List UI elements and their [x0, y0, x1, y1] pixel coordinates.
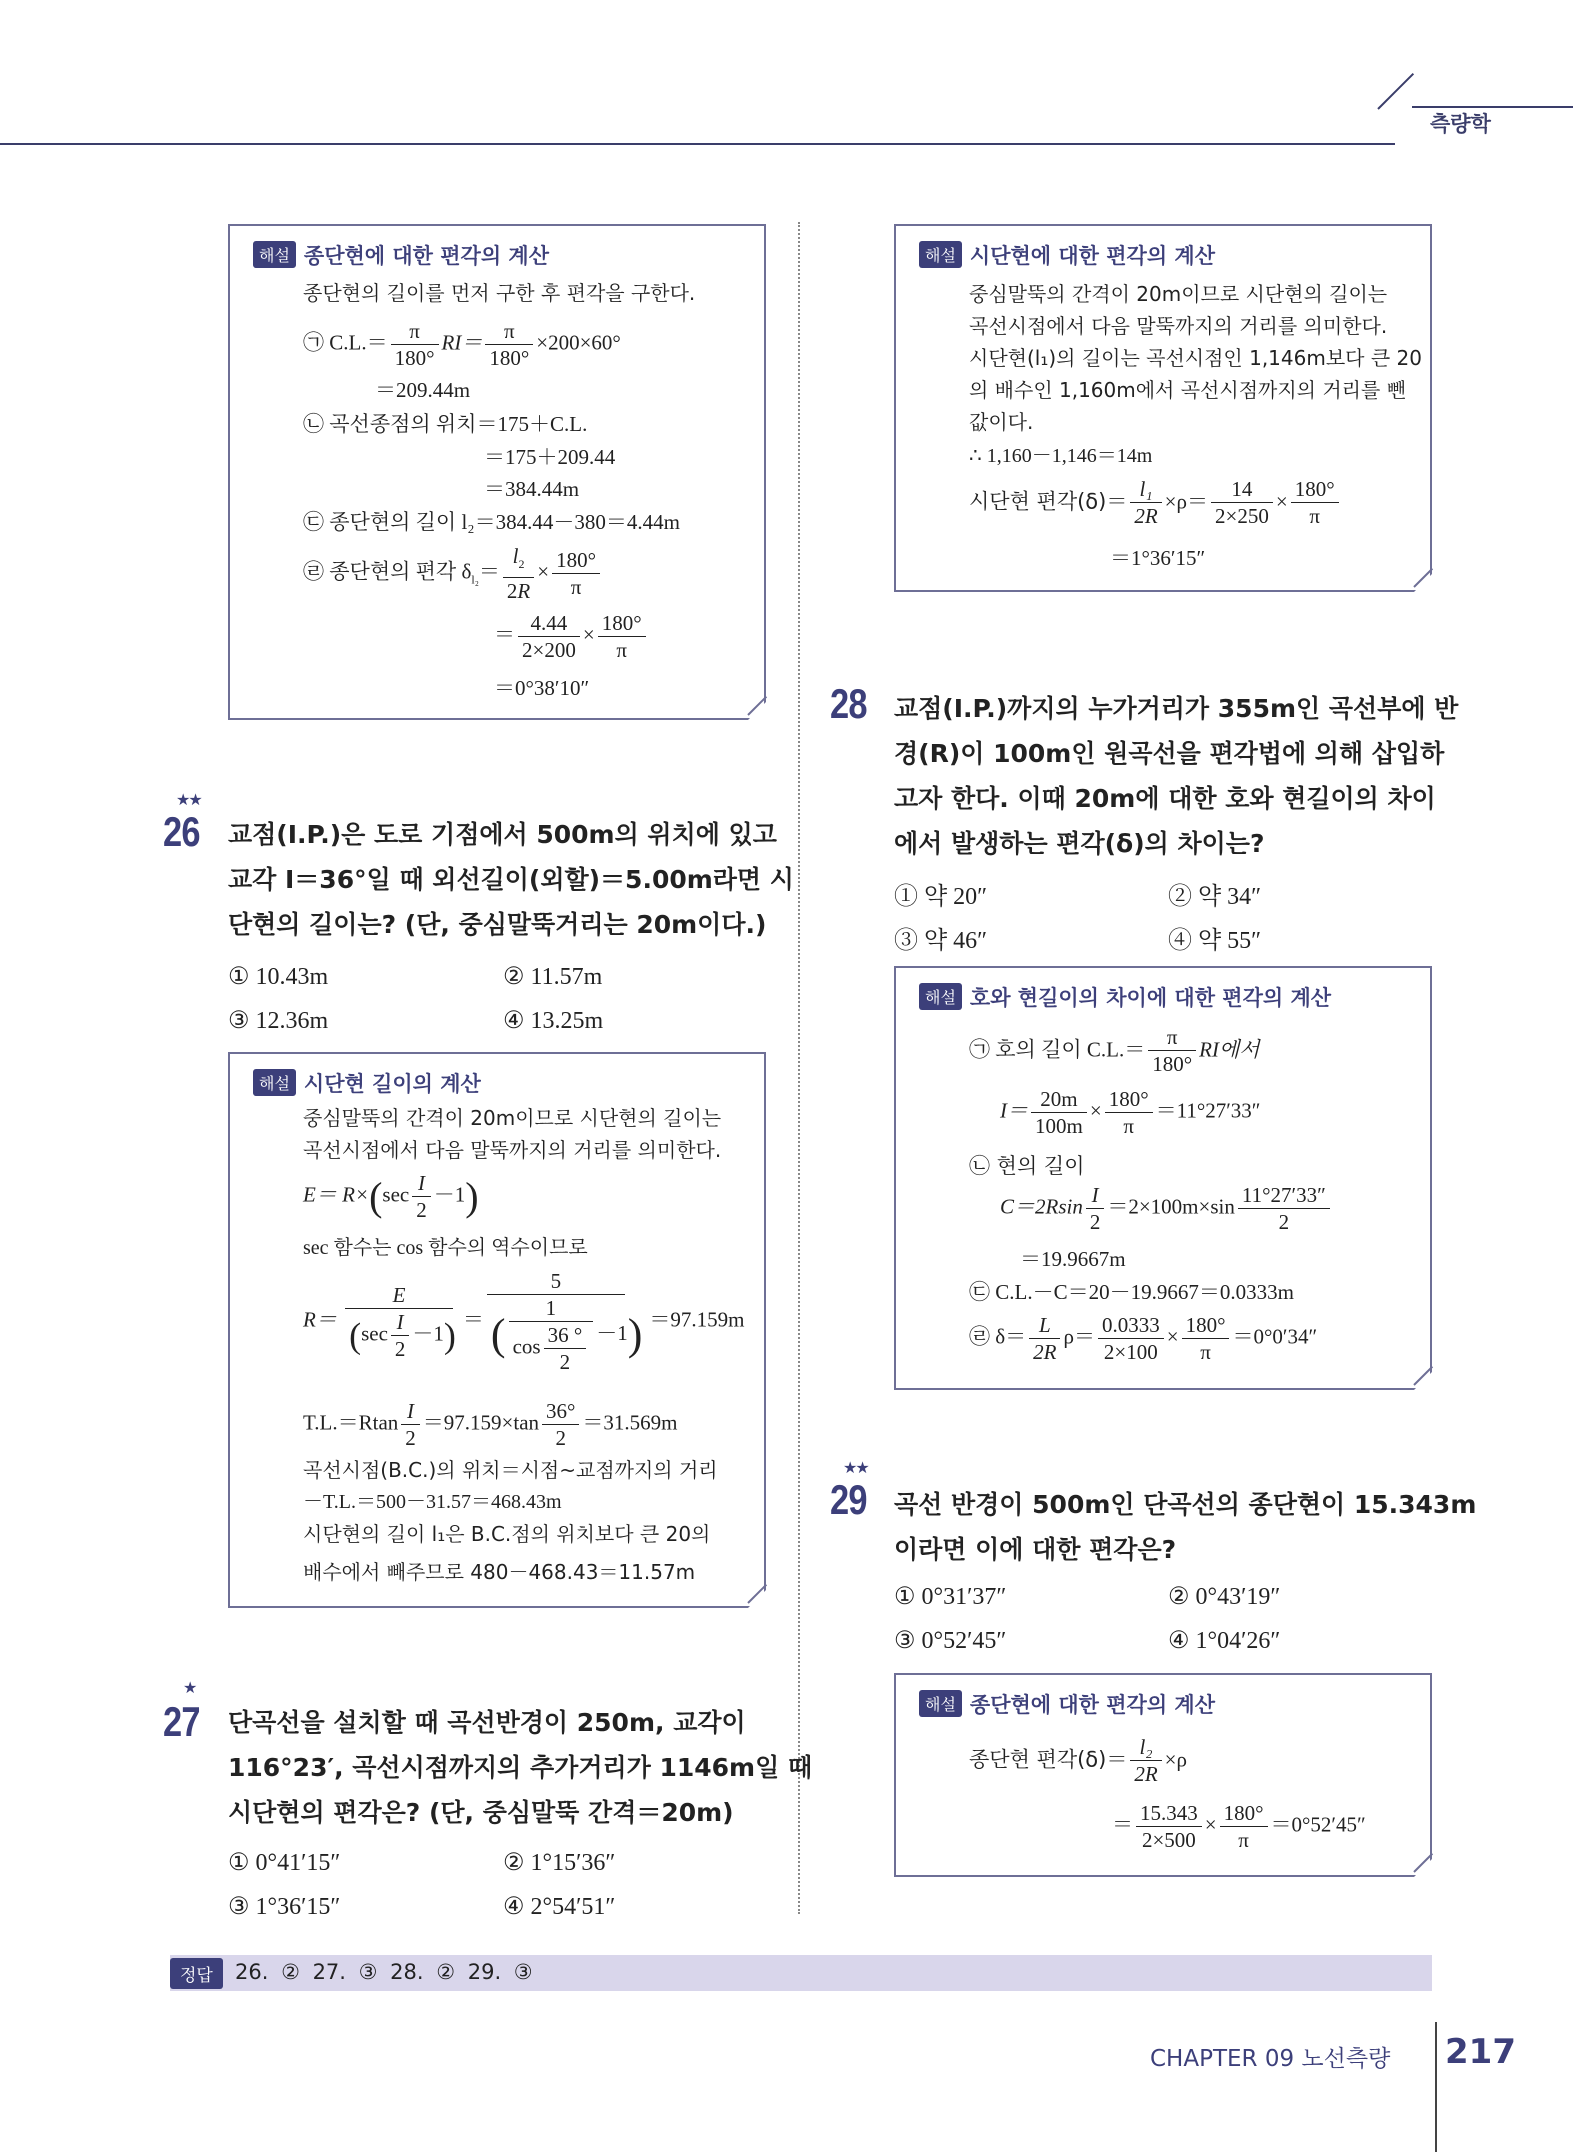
option[interactable]: ④ 13.25m: [503, 1008, 604, 1034]
option[interactable]: ③ 1°36′15″: [228, 1894, 341, 1920]
header-slant: [1377, 73, 1414, 110]
difficulty-stars: ★★: [843, 1458, 868, 1477]
solution-header: [919, 982, 1331, 1012]
solution-tag: 해설: [253, 1069, 296, 1096]
option[interactable]: ② 0°43′19″: [1168, 1584, 1281, 1610]
math-line: ㉢ 종단현의 길이 l₂＝384.44－380＝4.44m: [303, 510, 680, 534]
page-number: 217: [1445, 2032, 1516, 2072]
math-line: 시단현 편각(δ)＝ $\frac{\text{l₁}}{2R}$ ×ρ＝ $\frac{14}{2\times 250}$ × $\frac{180^\circ}{\pi}$: [969, 476, 1342, 529]
solution-tag: 해설: [919, 1690, 962, 1717]
solution-text: ∴ 1,160－1,146＝14m: [969, 445, 1153, 467]
solution-text: sec 함수는 cos 함수의 역수이므로: [303, 1237, 588, 1259]
option[interactable]: ① 0°41′15″: [228, 1850, 341, 1876]
math-line: I＝ $\frac{20m}{100m}$ × $\frac{180^\circ}{\pi}$ ＝11°27′33″: [1000, 1087, 1261, 1138]
solution-tag: 해설: [919, 241, 962, 268]
option[interactable]: ① 약 20″: [894, 884, 988, 910]
math-line: ＝ $\frac{15.343}{2\times 500}$ × $\frac{180^\circ}{\pi}$ ＝0°52′45″: [1112, 1801, 1366, 1852]
math-line: ＝384.44m: [484, 477, 580, 501]
option[interactable]: ② 11.57m: [503, 964, 603, 990]
option[interactable]: ④ 약 55″: [1168, 928, 1262, 954]
math-line: ＝1°36′15″: [1110, 546, 1206, 570]
solution-tag: 해설: [253, 241, 296, 268]
option[interactable]: ④ 2°54′51″: [503, 1894, 616, 1920]
option[interactable]: ② 약 34″: [1168, 884, 1262, 910]
column-divider: [798, 222, 800, 1914]
option[interactable]: ④ 1°04′26″: [1168, 1628, 1281, 1654]
math-line: T.L.＝Rtan $\frac{I}{2}$ ＝97.159×tan $\frac{36^\circ}{2}$ ＝31.569m: [303, 1399, 678, 1450]
solution-text: 의 배수인 1,160m에서 곡선시점까지의 거리를 뺀: [969, 378, 1406, 402]
math-line: ＝19.9667m: [1020, 1247, 1126, 1271]
solution-title: 종단현에 대한 편각의 계산: [969, 1693, 1216, 1717]
solution-title: 종단현에 대한 편각의 계산: [303, 244, 550, 268]
question-number: 28: [830, 680, 867, 727]
solution-header: [253, 240, 549, 270]
math-line: ＝ $\frac{4.44}{2\times 200}$ × $\frac{180^\circ}{\pi}$: [494, 610, 649, 663]
solution-text: 곡선시점에서 다음 말뚝까지의 거리를 의미한다.: [969, 314, 1388, 338]
solution-text: －T.L.＝500－31.57＝468.43m: [303, 1491, 562, 1513]
solution-text: 곡선시점(B.C.)의 위치＝시점~교점까지의 거리: [303, 1458, 718, 1482]
solution-tag: 해설: [919, 983, 962, 1010]
solution-text: 배수에서 빼주므로 480－468.43＝11.57m: [303, 1560, 696, 1584]
solution-header: [253, 1068, 481, 1098]
math-line: ㉣ 종단현의 편각 $\delta_{l_2}=$ $\frac{l_2}{2R}$ × $\frac{180^\circ}{\pi}$: [303, 543, 603, 604]
answer-tag: 정답: [170, 1958, 223, 1989]
solution-title: 호와 현길이의 차이에 대한 편각의 계산: [969, 986, 1332, 1010]
option[interactable]: ③ 약 46″: [894, 928, 988, 954]
math-line: ＝209.44m: [375, 378, 471, 402]
chapter-label: CHAPTER 09 노선측량: [1150, 2046, 1391, 2072]
question-number: 29: [830, 1476, 867, 1523]
question-text: 교점(I.P.)까지의 누가거리가 355m인 곡선부에 반 경(R)이 100m인 원곡선을 편각법에 의해 삽입하 고자 한다. 이때 20m에 대한 호와 현길이의 차이 에서 발생하는 편각(δ)의 차이는?: [894, 694, 1459, 858]
header-rule: [0, 143, 1395, 145]
question-text: 교점(I.P.)은 도로 기점에서 500m의 위치에 있고 교각 I＝36°일 때 외선길이(외할)＝5.00m라면 시 단현의 길이는? (단, 중심말뚝거리는 20m이다.): [228, 820, 794, 939]
difficulty-stars: ★★: [176, 790, 201, 809]
option[interactable]: ② 1°15′36″: [503, 1850, 616, 1876]
solution-text: 중심말뚝의 간격이 20m이므로 시단현의 길이는: [969, 282, 1388, 306]
solution-text: 시단현(l₁)의 길이는 곡선시점인 1,146m보다 큰 20: [969, 346, 1422, 370]
question-text: 곡선 반경이 500m인 단곡선의 종단현이 15.343m 이라면 이에 대한 편각은?: [894, 1490, 1477, 1564]
math-line: ㉠ C.L.＝ $\frac{\pi}{180^\circ}$ RI＝ $\frac{\pi}{180^\circ}$ ×200×60°: [303, 319, 621, 370]
math-line: 종단현 편각(δ)＝ $\frac{\text{l₂}}{2R}$ ×ρ: [969, 1735, 1187, 1786]
solution-text: 중심말뚝의 간격이 20m이므로 시단현의 길이는: [303, 1106, 722, 1130]
option[interactable]: ③ 0°52′45″: [894, 1628, 1007, 1654]
math-line: ㉡ 현의 길이: [969, 1154, 1085, 1178]
option[interactable]: ③ 12.36m: [228, 1008, 329, 1034]
solution-title: 시단현 길이의 계산: [303, 1072, 481, 1096]
question-text: 단곡선을 설치할 때 곡선반경이 250m, 교각이 116°23′, 곡선시점까지의 추가거리가 1146m일 때 시단현의 편각은? (단, 중심말뚝 간격＝20m): [228, 1708, 813, 1827]
math-line: ＝0°38′10″: [494, 676, 590, 700]
solution-header: [919, 240, 1215, 270]
question-number: 26: [163, 808, 200, 855]
question-number: 27: [163, 1698, 200, 1745]
footer-rule: [1435, 2022, 1437, 2152]
solution-text: 곡선시점에서 다음 말뚝까지의 거리를 의미한다.: [303, 1138, 722, 1162]
math-line: ㉣ δ＝ $\frac{L}{2R}$ ρ＝ $\frac{0.0333}{2\times 100}$ × $\frac{180^\circ}{\pi}$ ＝0°0′34″: [969, 1313, 1318, 1364]
solution-text: 값이다.: [969, 410, 1034, 434]
math-line: ㉠ 호의 길이 C.L.＝ $\frac{\pi}{180^\circ}$ RI에서: [969, 1025, 1260, 1076]
option[interactable]: ① 10.43m: [228, 964, 329, 990]
solution-text: 종단현의 길이를 먼저 구한 후 편각을 구한다.: [303, 281, 696, 305]
header-subject: 측량학: [1430, 112, 1491, 136]
math-line: C＝2Rsin $\frac{I}{2}$ ＝2×100m×sin $\frac{11^\circ 27'33''}{2}$: [1000, 1182, 1333, 1235]
math-line: E＝ R×(sec $\frac{I}{2}$ －1): [303, 1171, 479, 1222]
math-line: ㉢ C.L.－C＝20－19.9667＝0.0333m: [969, 1280, 1294, 1304]
math-line: ＝175＋209.44: [484, 445, 616, 469]
solution-title: 시단현에 대한 편각의 계산: [969, 244, 1216, 268]
solution-text: 시단현의 길이 l₁은 B.C.점의 위치보다 큰 20의: [303, 1522, 711, 1546]
difficulty-stars: ★: [183, 1678, 196, 1697]
option[interactable]: ① 0°31′37″: [894, 1584, 1007, 1610]
math-line: ㉡ 곡선종점의 위치＝175＋C.L.: [303, 412, 588, 436]
answer-key: 26. ② 27. ③ 28. ② 29. ③: [235, 1960, 533, 1984]
solution-header: [919, 1689, 1215, 1719]
math-line: R＝ E (sec $\frac{I}{2}$ －1) ＝ 5 ( 1 cos $\frac{36 ^\circ}{2}$ －1) ＝97.159m: [303, 1269, 745, 1374]
